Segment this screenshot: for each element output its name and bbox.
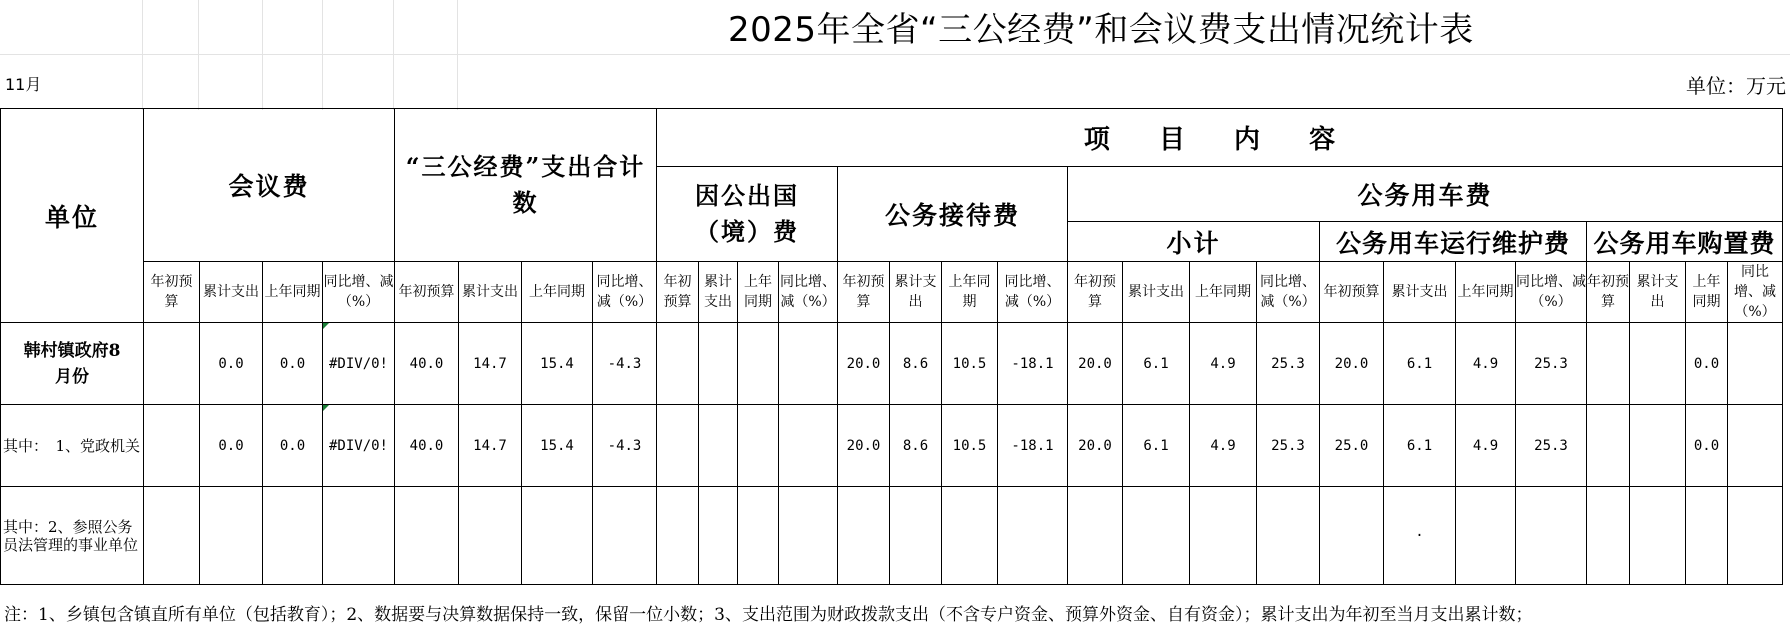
header-meeting: 会议费 [144, 109, 395, 262]
data-cell: 6.1 [1123, 405, 1190, 487]
data-cell [699, 487, 738, 585]
data-cell [144, 487, 200, 585]
table-row [1, 405, 1783, 487]
data-cell [1630, 487, 1686, 585]
data-cell: 4.9 [1456, 323, 1516, 405]
data-cell [1728, 487, 1783, 585]
data-cell: 40.0 [395, 405, 459, 487]
data-cell [890, 487, 942, 585]
data-cell [1587, 487, 1630, 585]
subheader-cell: 同比增、减（%） [323, 262, 395, 323]
subheader-cell: 累计支出 [1123, 262, 1190, 323]
data-cell: 25.3 [1257, 323, 1320, 405]
data-cell [263, 487, 323, 585]
data-cell [1516, 487, 1587, 585]
data-cell: 0.0 [263, 405, 323, 487]
data-cell [1320, 487, 1384, 585]
data-cell [1587, 405, 1630, 487]
subheader-cell: 同比增、减（%） [998, 262, 1068, 323]
data-cell: · [1384, 487, 1456, 585]
data-cell: 14.7 [459, 323, 522, 405]
subheader-cell: 年初预算 [1320, 262, 1384, 323]
subheader-cell: 累计支出 [459, 262, 522, 323]
data-cell: 0.0 [1686, 323, 1728, 405]
data-cell: -4.3 [593, 405, 657, 487]
subheader-cell: 年初预算 [395, 262, 459, 323]
subheader-cell: 上年同期 [522, 262, 593, 323]
subheader-cell: 年初预算 [657, 262, 699, 323]
data-cell: 25.3 [1516, 405, 1587, 487]
row-label: 其中： 1、党政机关 [1, 405, 144, 487]
subheader-cell: 同比增、减（%） [779, 262, 838, 323]
header-vehicle-maint: 公务用车运行维护费 [1320, 222, 1587, 262]
data-cell [779, 487, 838, 585]
data-cell [738, 323, 779, 405]
row-label: 其中：2、参照公务员法管理的事业单位 [1, 487, 144, 585]
data-cell: #DIV/0! [323, 323, 395, 405]
data-cell [1257, 487, 1320, 585]
data-cell: 20.0 [838, 323, 890, 405]
header-project-content: 项 目 内 容 [657, 109, 1783, 167]
data-cell [593, 487, 657, 585]
subheader-cell: 上年同期 [1456, 262, 1516, 323]
data-cell: 15.4 [522, 405, 593, 487]
data-cell [1587, 323, 1630, 405]
data-cell: 20.0 [838, 405, 890, 487]
data-cell: 25.0 [1320, 405, 1384, 487]
data-cell [779, 405, 838, 487]
subheader-cell: 上年同期 [1190, 262, 1257, 323]
data-cell: 0.0 [200, 405, 263, 487]
data-cell: 14.7 [459, 405, 522, 487]
data-cell: -18.1 [998, 405, 1068, 487]
month-label: 11月 [5, 75, 42, 94]
data-cell: 25.3 [1257, 405, 1320, 487]
data-cell [1068, 487, 1123, 585]
row-label: 韩村镇政府8月份 [1, 323, 144, 405]
data-cell [699, 323, 738, 405]
header-subtotal: 小计 [1068, 222, 1320, 262]
data-cell: 8.6 [890, 323, 942, 405]
data-cell [1686, 487, 1728, 585]
subheader-cell: 同比增、减（%） [1516, 262, 1587, 323]
data-cell [1123, 487, 1190, 585]
data-cell: 0.0 [1686, 405, 1728, 487]
unit-label: 单位：万元 [1686, 74, 1786, 98]
table-row [1, 487, 1783, 585]
data-cell: 10.5 [942, 323, 998, 405]
data-cell: 0.0 [263, 323, 323, 405]
data-cell: 6.1 [1384, 405, 1456, 487]
footnote: 注：1、乡镇包含镇直所有单位（包括教育）；2、数据要与决算数据保持一致，保留一位小数；3、支出范围为财政拨款支出（不含专户资金、预算外资金、自有资金）；累计支出为年初至当月支出累计数； [4, 605, 1533, 625]
data-cell: 20.0 [1068, 323, 1123, 405]
data-cell [738, 487, 779, 585]
data-cell: 25.3 [1516, 323, 1587, 405]
data-cell: -18.1 [998, 323, 1068, 405]
header-vehicle-purchase: 公务用车购置费 [1587, 222, 1783, 262]
subheader-cell: 上年同期 [263, 262, 323, 323]
header-reception: 公务接待费 [838, 167, 1068, 262]
subheader-cell: 上年同期 [1686, 262, 1728, 323]
data-cell [657, 405, 699, 487]
data-cell [838, 487, 890, 585]
data-cell: 4.9 [1456, 405, 1516, 487]
data-cell [699, 405, 738, 487]
data-cell [1728, 405, 1783, 487]
subheader-cell: 上年同期 [738, 262, 779, 323]
subheader-cell: 同比增、减（%） [1728, 262, 1783, 323]
data-cell [323, 487, 395, 585]
table-row [1, 323, 1783, 405]
data-cell: 8.6 [890, 405, 942, 487]
subheader-cell: 年初预算 [838, 262, 890, 323]
data-cell: 10.5 [942, 405, 998, 487]
data-cell [395, 487, 459, 585]
data-cell: 15.4 [522, 323, 593, 405]
data-cell: -4.3 [593, 323, 657, 405]
sheet-title: 2025年全省“三公经费”和会议费支出情况统计表 [728, 10, 1474, 50]
subheader-cell: 年初预算 [1587, 262, 1630, 323]
data-cell [779, 323, 838, 405]
data-cell [522, 487, 593, 585]
subheader-row [1, 262, 1783, 323]
data-cell: 6.1 [1384, 323, 1456, 405]
header-vehicle: 公务用车费 [1068, 167, 1783, 222]
subheader-cell: 累计支出 [1384, 262, 1456, 323]
data-cell: 20.0 [1320, 323, 1384, 405]
data-cell: 0.0 [200, 323, 263, 405]
data-cell [998, 487, 1068, 585]
data-cell [657, 323, 699, 405]
subheader-cell: 累计支出 [890, 262, 942, 323]
data-cell [144, 405, 200, 487]
data-cell [738, 405, 779, 487]
subheader-cell: 累计支出 [1630, 262, 1686, 323]
data-cell [1630, 405, 1686, 487]
data-cell [1190, 487, 1257, 585]
data-cell [942, 487, 998, 585]
data-cell [1456, 487, 1516, 585]
subheader-cell: 年初预算 [1068, 262, 1123, 323]
subheader-cell: 年初预算 [144, 262, 200, 323]
header-sangong-total: “三公经费”支出合计数 [395, 109, 657, 262]
subheader-cell: 上年同期 [942, 262, 998, 323]
statistics-table [0, 108, 1783, 585]
header-unit: 单位 [1, 109, 144, 323]
data-cell: #DIV/0! [323, 405, 395, 487]
subheader-cell: 累计支出 [699, 262, 738, 323]
header-abroad: 因公出国（境）费 [657, 167, 838, 262]
subheader-cell: 同比增、减（%） [593, 262, 657, 323]
data-cell [144, 323, 200, 405]
data-cell [1630, 323, 1686, 405]
data-cell: 40.0 [395, 323, 459, 405]
data-cell [459, 487, 522, 585]
data-cell [1728, 323, 1783, 405]
data-cell: 6.1 [1123, 323, 1190, 405]
data-cell: 4.9 [1190, 405, 1257, 487]
subheader-cell: 同比增、减（%） [1257, 262, 1320, 323]
data-cell [200, 487, 263, 585]
data-cell: 4.9 [1190, 323, 1257, 405]
subheader-cell: 累计支出 [200, 262, 263, 323]
data-cell [657, 487, 699, 585]
data-cell: 20.0 [1068, 405, 1123, 487]
